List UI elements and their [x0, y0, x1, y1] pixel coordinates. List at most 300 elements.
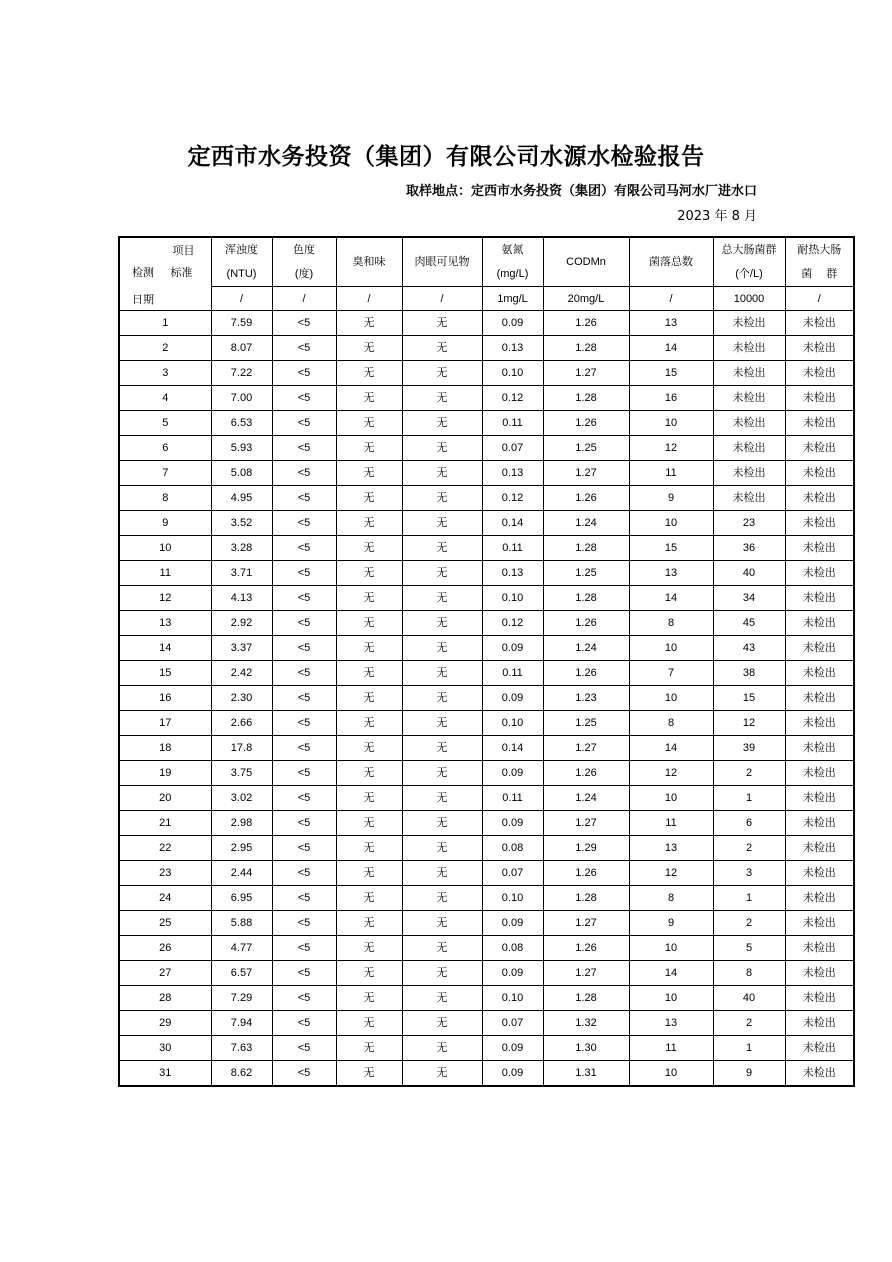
- value-cell: 未检出: [785, 436, 854, 461]
- value-cell: 未检出: [785, 836, 854, 861]
- value-cell: 无: [336, 486, 402, 511]
- value-cell: 无: [336, 961, 402, 986]
- value-cell: 0.10: [482, 986, 543, 1011]
- value-cell: 2.44: [211, 861, 272, 886]
- value-cell: 6.53: [211, 411, 272, 436]
- value-cell: 1.28: [543, 986, 629, 1011]
- header-total-coliform: 总大肠菌群 (个/L): [713, 237, 785, 287]
- table-row: [119, 886, 854, 911]
- value-cell: 1.26: [543, 861, 629, 886]
- value-cell: 未检出: [785, 911, 854, 936]
- standard-cell: 20mg/L: [543, 287, 629, 311]
- day-cell: 13: [119, 611, 211, 636]
- value-cell: 无: [402, 861, 482, 886]
- value-cell: 0.11: [482, 411, 543, 436]
- value-cell: 0.14: [482, 736, 543, 761]
- table-row: [119, 611, 854, 636]
- value-cell: 2.42: [211, 661, 272, 686]
- value-cell: <5: [272, 911, 336, 936]
- value-cell: 无: [336, 561, 402, 586]
- value-cell: 无: [336, 586, 402, 611]
- water-quality-table: [118, 236, 855, 1087]
- value-cell: 40: [713, 561, 785, 586]
- value-cell: 7.00: [211, 386, 272, 411]
- header-color: 色度 (度): [272, 237, 336, 287]
- value-cell: 0.09: [482, 761, 543, 786]
- value-cell: 0.09: [482, 686, 543, 711]
- table-row: [119, 936, 854, 961]
- value-cell: 无: [402, 586, 482, 611]
- value-cell: 2.66: [211, 711, 272, 736]
- value-cell: 13: [629, 836, 713, 861]
- day-cell: 23: [119, 861, 211, 886]
- value-cell: 7.94: [211, 1011, 272, 1036]
- value-cell: 无: [336, 636, 402, 661]
- value-cell: <5: [272, 936, 336, 961]
- value-cell: 无: [402, 686, 482, 711]
- value-cell: 6: [713, 811, 785, 836]
- value-cell: <5: [272, 586, 336, 611]
- value-cell: 23: [713, 511, 785, 536]
- value-cell: 无: [402, 886, 482, 911]
- header-bacteria-count: 菌落总数: [629, 237, 713, 287]
- value-cell: <5: [272, 311, 336, 336]
- value-cell: 未检出: [785, 511, 854, 536]
- value-cell: 未检出: [713, 386, 785, 411]
- day-cell: 18: [119, 736, 211, 761]
- day-cell: 2: [119, 336, 211, 361]
- value-cell: 14: [629, 586, 713, 611]
- value-cell: 无: [336, 886, 402, 911]
- day-cell: 28: [119, 986, 211, 1011]
- value-cell: 无: [402, 536, 482, 561]
- value-cell: 无: [336, 386, 402, 411]
- value-cell: 无: [336, 411, 402, 436]
- value-cell: 无: [402, 361, 482, 386]
- header-ammonia: 氨氮 (mg/L): [482, 237, 543, 287]
- header-codmn: CODMn: [543, 237, 629, 287]
- value-cell: 未检出: [713, 361, 785, 386]
- value-cell: 0.10: [482, 586, 543, 611]
- value-cell: 未检出: [713, 336, 785, 361]
- value-cell: 0.07: [482, 861, 543, 886]
- value-cell: 无: [336, 461, 402, 486]
- value-cell: 无: [336, 1036, 402, 1061]
- value-cell: 未检出: [785, 986, 854, 1011]
- standard-cell: /: [336, 287, 402, 311]
- day-cell: 8: [119, 486, 211, 511]
- value-cell: 38: [713, 661, 785, 686]
- value-cell: 17.8: [211, 736, 272, 761]
- value-cell: 0.12: [482, 486, 543, 511]
- value-cell: 3.71: [211, 561, 272, 586]
- day-cell: 16: [119, 686, 211, 711]
- value-cell: <5: [272, 736, 336, 761]
- value-cell: 1.27: [543, 811, 629, 836]
- value-cell: 2.92: [211, 611, 272, 636]
- day-cell: 7: [119, 461, 211, 486]
- value-cell: 10: [629, 411, 713, 436]
- value-cell: 7.59: [211, 311, 272, 336]
- corner-detect-label: 检测: [132, 267, 154, 279]
- value-cell: <5: [272, 861, 336, 886]
- value-cell: 0.14: [482, 511, 543, 536]
- value-cell: 1.26: [543, 661, 629, 686]
- table-row: [119, 486, 854, 511]
- table-row: [119, 586, 854, 611]
- value-cell: 1.27: [543, 911, 629, 936]
- value-cell: 1: [713, 786, 785, 811]
- value-cell: 无: [402, 961, 482, 986]
- value-cell: <5: [272, 361, 336, 386]
- day-cell: 31: [119, 1061, 211, 1087]
- value-cell: 10: [629, 1061, 713, 1087]
- value-cell: 未检出: [785, 711, 854, 736]
- sampling-location: 取样地点：定西市水务投资（集团）有限公司马河水厂进水口: [405, 184, 757, 199]
- table-row: [119, 536, 854, 561]
- header-turbidity: 浑浊度 (NTU): [211, 237, 272, 287]
- value-cell: 4.77: [211, 936, 272, 961]
- value-cell: 1.25: [543, 436, 629, 461]
- value-cell: 无: [336, 861, 402, 886]
- value-cell: 1.28: [543, 536, 629, 561]
- value-cell: 未检出: [785, 686, 854, 711]
- value-cell: 10: [629, 686, 713, 711]
- value-cell: 7: [629, 661, 713, 686]
- value-cell: 0.11: [482, 661, 543, 686]
- value-cell: 无: [402, 1061, 482, 1087]
- value-cell: 11: [629, 461, 713, 486]
- value-cell: 无: [336, 611, 402, 636]
- value-cell: 未检出: [785, 386, 854, 411]
- value-cell: 16: [629, 386, 713, 411]
- value-cell: 无: [336, 311, 402, 336]
- value-cell: 1.26: [543, 486, 629, 511]
- value-cell: 12: [629, 436, 713, 461]
- value-cell: 1.28: [543, 336, 629, 361]
- standard-cell: /: [785, 287, 854, 311]
- value-cell: <5: [272, 686, 336, 711]
- value-cell: 1.28: [543, 586, 629, 611]
- value-cell: <5: [272, 536, 336, 561]
- value-cell: 14: [629, 736, 713, 761]
- value-cell: 1.26: [543, 936, 629, 961]
- value-cell: 无: [336, 761, 402, 786]
- table-row: [119, 761, 854, 786]
- value-cell: 无: [402, 561, 482, 586]
- day-cell: 29: [119, 1011, 211, 1036]
- value-cell: 43: [713, 636, 785, 661]
- day-cell: 25: [119, 911, 211, 936]
- report-title: 定西市水务投资（集团）有限公司水源水检验报告: [187, 144, 705, 170]
- standard-cell: 1mg/L: [482, 287, 543, 311]
- value-cell: 未检出: [713, 311, 785, 336]
- day-cell: 3: [119, 361, 211, 386]
- value-cell: 无: [336, 911, 402, 936]
- value-cell: 0.11: [482, 786, 543, 811]
- value-cell: 无: [402, 611, 482, 636]
- value-cell: 13: [629, 561, 713, 586]
- value-cell: 0.07: [482, 1011, 543, 1036]
- value-cell: <5: [272, 611, 336, 636]
- value-cell: 无: [402, 311, 482, 336]
- value-cell: <5: [272, 811, 336, 836]
- report-date: 2023 年 8 月: [677, 209, 757, 224]
- day-cell: 30: [119, 1036, 211, 1061]
- value-cell: 无: [402, 336, 482, 361]
- day-cell: 17: [119, 711, 211, 736]
- day-cell: 10: [119, 536, 211, 561]
- table-row: [119, 311, 854, 336]
- value-cell: 8.07: [211, 336, 272, 361]
- table-row: [119, 811, 854, 836]
- corner-standard-label: 标准: [170, 267, 193, 279]
- value-cell: 未检出: [785, 1061, 854, 1087]
- value-cell: 2: [713, 1011, 785, 1036]
- value-cell: 7.22: [211, 361, 272, 386]
- value-cell: 1.27: [543, 461, 629, 486]
- value-cell: 1.27: [543, 736, 629, 761]
- value-cell: 无: [402, 736, 482, 761]
- value-cell: <5: [272, 386, 336, 411]
- value-cell: 1.30: [543, 1036, 629, 1061]
- table-row: [119, 961, 854, 986]
- value-cell: 无: [336, 936, 402, 961]
- value-cell: 无: [336, 811, 402, 836]
- value-cell: <5: [272, 886, 336, 911]
- value-cell: 0.08: [482, 936, 543, 961]
- value-cell: 1.25: [543, 561, 629, 586]
- table-row: [119, 1061, 854, 1087]
- value-cell: 1.26: [543, 761, 629, 786]
- value-cell: 36: [713, 536, 785, 561]
- header-odor: 臭和味: [336, 237, 402, 287]
- value-cell: 0.10: [482, 711, 543, 736]
- value-cell: 2: [713, 836, 785, 861]
- value-cell: 1.28: [543, 386, 629, 411]
- value-cell: 无: [402, 936, 482, 961]
- value-cell: 8: [629, 611, 713, 636]
- value-cell: 34: [713, 586, 785, 611]
- value-cell: 0.09: [482, 1036, 543, 1061]
- table-row: [119, 661, 854, 686]
- value-cell: <5: [272, 336, 336, 361]
- value-cell: 无: [402, 911, 482, 936]
- value-cell: 未检出: [785, 361, 854, 386]
- value-cell: 3.75: [211, 761, 272, 786]
- value-cell: 未检出: [785, 336, 854, 361]
- day-cell: 14: [119, 636, 211, 661]
- value-cell: 未检出: [785, 586, 854, 611]
- value-cell: 无: [336, 711, 402, 736]
- table-row: [119, 636, 854, 661]
- value-cell: 未检出: [785, 761, 854, 786]
- value-cell: 无: [402, 1011, 482, 1036]
- value-cell: 0.09: [482, 911, 543, 936]
- value-cell: 2: [713, 761, 785, 786]
- table-row: [119, 511, 854, 536]
- value-cell: 未检出: [713, 411, 785, 436]
- value-cell: <5: [272, 1061, 336, 1087]
- standard-cell: /: [272, 287, 336, 311]
- day-cell: 20: [119, 786, 211, 811]
- value-cell: 未检出: [785, 786, 854, 811]
- value-cell: 14: [629, 336, 713, 361]
- value-cell: 0.10: [482, 886, 543, 911]
- value-cell: 无: [402, 711, 482, 736]
- value-cell: 无: [336, 736, 402, 761]
- day-cell: 27: [119, 961, 211, 986]
- value-cell: <5: [272, 561, 336, 586]
- value-cell: 无: [336, 661, 402, 686]
- value-cell: 无: [402, 986, 482, 1011]
- value-cell: 未检出: [785, 536, 854, 561]
- value-cell: 15: [629, 361, 713, 386]
- value-cell: 11: [629, 811, 713, 836]
- table-row: [119, 786, 854, 811]
- value-cell: 1.23: [543, 686, 629, 711]
- value-cell: 无: [402, 411, 482, 436]
- value-cell: 0.09: [482, 311, 543, 336]
- day-cell: 5: [119, 411, 211, 436]
- value-cell: 未检出: [785, 486, 854, 511]
- value-cell: 无: [336, 1011, 402, 1036]
- day-cell: 22: [119, 836, 211, 861]
- value-cell: 未检出: [785, 811, 854, 836]
- corner-item-label: 项目: [172, 245, 195, 257]
- value-cell: 无: [336, 986, 402, 1011]
- table-row: [119, 1036, 854, 1061]
- value-cell: 无: [402, 761, 482, 786]
- value-cell: 无: [336, 511, 402, 536]
- table-row: [119, 336, 854, 361]
- value-cell: 无: [336, 536, 402, 561]
- value-cell: 0.07: [482, 436, 543, 461]
- value-cell: 7.29: [211, 986, 272, 1011]
- value-cell: 2.95: [211, 836, 272, 861]
- value-cell: 未检出: [785, 961, 854, 986]
- value-cell: 无: [336, 1061, 402, 1087]
- value-cell: 10: [629, 936, 713, 961]
- value-cell: <5: [272, 661, 336, 686]
- value-cell: 无: [336, 786, 402, 811]
- table-row: [119, 361, 854, 386]
- value-cell: 1.26: [543, 311, 629, 336]
- table-row: [119, 911, 854, 936]
- value-cell: 45: [713, 611, 785, 636]
- value-cell: 15: [629, 536, 713, 561]
- value-cell: <5: [272, 486, 336, 511]
- value-cell: 2: [713, 911, 785, 936]
- day-cell: 4: [119, 386, 211, 411]
- value-cell: 未检出: [785, 1036, 854, 1061]
- value-cell: 无: [402, 461, 482, 486]
- value-cell: 1.25: [543, 711, 629, 736]
- value-cell: 无: [402, 511, 482, 536]
- value-cell: 10: [629, 786, 713, 811]
- value-cell: 1.24: [543, 511, 629, 536]
- value-cell: 0.09: [482, 1061, 543, 1087]
- value-cell: <5: [272, 761, 336, 786]
- value-cell: 3.37: [211, 636, 272, 661]
- value-cell: 4.13: [211, 586, 272, 611]
- value-cell: 0.12: [482, 611, 543, 636]
- value-cell: 12: [629, 861, 713, 886]
- value-cell: 15: [713, 686, 785, 711]
- value-cell: 未检出: [785, 886, 854, 911]
- value-cell: 未检出: [785, 936, 854, 961]
- value-cell: 1: [713, 886, 785, 911]
- table-row: [119, 861, 854, 886]
- value-cell: 无: [402, 1036, 482, 1061]
- corner-header-cell: [119, 237, 211, 311]
- value-cell: 0.13: [482, 461, 543, 486]
- table-row: [119, 736, 854, 761]
- value-cell: <5: [272, 436, 336, 461]
- value-cell: 5.08: [211, 461, 272, 486]
- value-cell: 0.13: [482, 336, 543, 361]
- day-cell: 19: [119, 761, 211, 786]
- value-cell: 1.31: [543, 1061, 629, 1087]
- value-cell: 5.93: [211, 436, 272, 461]
- value-cell: 未检出: [713, 436, 785, 461]
- value-cell: 1: [713, 1036, 785, 1061]
- value-cell: <5: [272, 711, 336, 736]
- day-cell: 24: [119, 886, 211, 911]
- day-cell: 1: [119, 311, 211, 336]
- value-cell: 未检出: [785, 636, 854, 661]
- day-cell: 21: [119, 811, 211, 836]
- table-row: [119, 461, 854, 486]
- value-cell: 39: [713, 736, 785, 761]
- value-cell: 无: [402, 486, 482, 511]
- value-cell: 未检出: [785, 461, 854, 486]
- table-row: [119, 386, 854, 411]
- day-cell: 15: [119, 661, 211, 686]
- value-cell: 6.95: [211, 886, 272, 911]
- value-cell: 未检出: [785, 411, 854, 436]
- value-cell: 无: [336, 836, 402, 861]
- table-row: [119, 436, 854, 461]
- value-cell: 5: [713, 936, 785, 961]
- value-cell: 0.08: [482, 836, 543, 861]
- value-cell: <5: [272, 636, 336, 661]
- value-cell: 未检出: [713, 461, 785, 486]
- value-cell: 无: [336, 436, 402, 461]
- day-cell: 12: [119, 586, 211, 611]
- value-cell: <5: [272, 836, 336, 861]
- value-cell: 12: [629, 761, 713, 786]
- value-cell: 0.13: [482, 561, 543, 586]
- value-cell: 3.28: [211, 536, 272, 561]
- table-row: [119, 711, 854, 736]
- value-cell: <5: [272, 411, 336, 436]
- value-cell: 1.27: [543, 361, 629, 386]
- value-cell: 9: [629, 911, 713, 936]
- standard-cell: /: [211, 287, 272, 311]
- table-row: [119, 411, 854, 436]
- value-cell: 0.10: [482, 361, 543, 386]
- value-cell: 14: [629, 961, 713, 986]
- value-cell: 6.57: [211, 961, 272, 986]
- value-cell: 无: [402, 811, 482, 836]
- value-cell: 11: [629, 1036, 713, 1061]
- value-cell: 0.09: [482, 811, 543, 836]
- value-cell: 1.26: [543, 411, 629, 436]
- value-cell: 2.98: [211, 811, 272, 836]
- value-cell: 未检出: [785, 1011, 854, 1036]
- day-cell: 11: [119, 561, 211, 586]
